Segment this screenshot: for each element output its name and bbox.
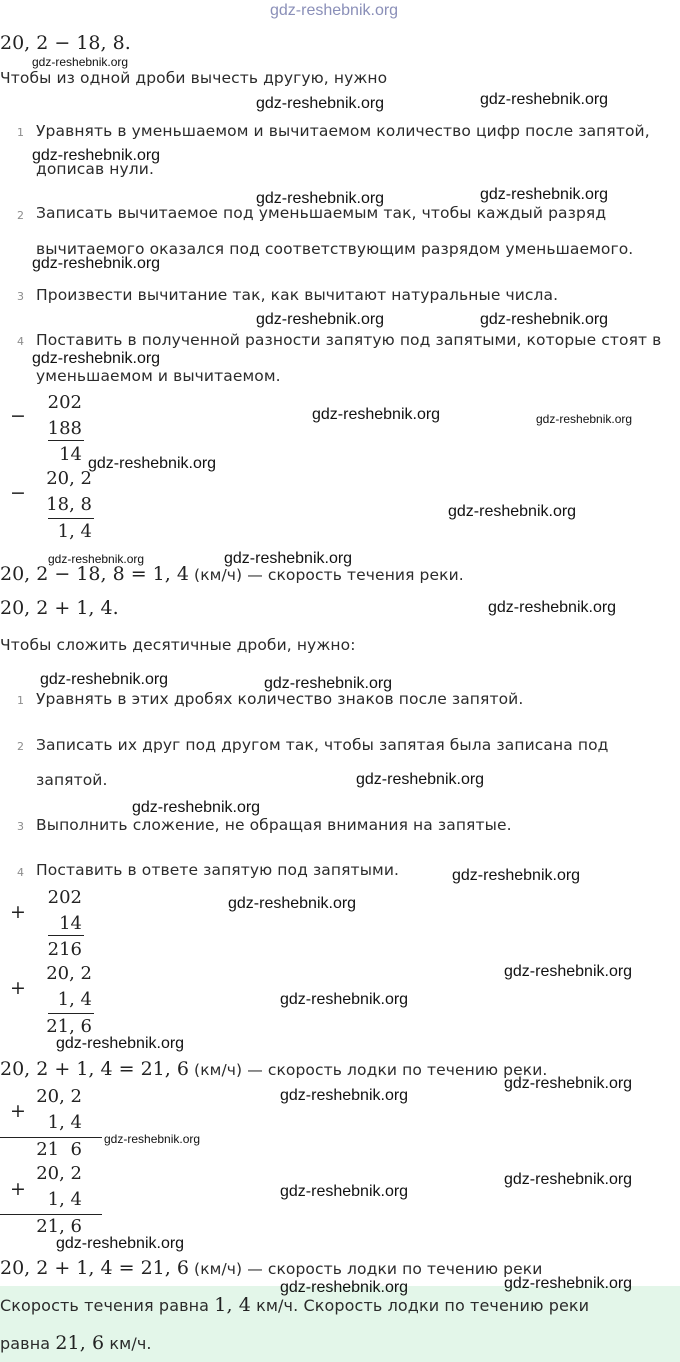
watermark: gdz-reshebnik.org bbox=[256, 311, 385, 328]
column-rule bbox=[0, 1137, 102, 1138]
step-number: 2 bbox=[17, 740, 24, 753]
answer-text: км/ч. bbox=[109, 1334, 152, 1353]
addend: 202 bbox=[47, 887, 82, 908]
minus-sign: − bbox=[10, 405, 26, 427]
watermark: gdz-reshebnik.org bbox=[256, 95, 385, 112]
subtraction-expression: 20, 2 − 18, 8. bbox=[0, 32, 131, 54]
step-number: 3 bbox=[17, 820, 24, 833]
addend: 20, 2 bbox=[36, 1086, 82, 1107]
watermark: gdz-reshebnik.org bbox=[504, 1275, 633, 1292]
watermark: gdz-reshebnik.org bbox=[32, 147, 161, 164]
sum: 21, 6 bbox=[36, 1216, 82, 1237]
addend: 14 bbox=[59, 913, 82, 934]
watermark: gdz-reshebnik.org bbox=[504, 1075, 633, 1092]
plus-sign: + bbox=[10, 977, 26, 999]
addend: 20, 2 bbox=[46, 963, 92, 984]
watermark: gdz-reshebnik.org bbox=[48, 552, 145, 566]
plus-sign: + bbox=[10, 1178, 26, 1200]
watermark: gdz-reshebnik.org bbox=[264, 675, 393, 692]
sum: 216 bbox=[47, 939, 82, 960]
addition-result-text: (км/ч) — скорость лодки по течению реки. bbox=[194, 1061, 548, 1079]
answer-value: 21, 6 bbox=[55, 1332, 105, 1354]
addition-result bbox=[0, 1058, 547, 1080]
subtraction-intro: Чтобы из одной дроби вычесть другую, нужно bbox=[0, 69, 388, 87]
watermark: gdz-reshebnik.org bbox=[536, 412, 633, 426]
step-text: Уравнять в уменьшаемом и вычитаемом количество цифр после запятой, bbox=[36, 122, 650, 140]
watermark: gdz-reshebnik.org bbox=[132, 799, 261, 816]
step-number: 1 bbox=[17, 694, 24, 707]
watermark: gdz-reshebnik.org bbox=[40, 671, 169, 688]
watermark: gdz-reshebnik.org bbox=[452, 867, 581, 884]
step-text: Записать вычитаемое под уменьшаемым так, чтобы каждый разряд bbox=[36, 204, 607, 222]
watermark: gdz-reshebnik.org bbox=[280, 991, 409, 1008]
plus-sign: + bbox=[10, 1100, 26, 1122]
watermark: gdz-reshebnik.org bbox=[356, 771, 485, 788]
step-number: 4 bbox=[17, 866, 24, 879]
minus-sign: − bbox=[10, 482, 26, 504]
answer-value: 1, 4 bbox=[214, 1294, 251, 1316]
subtrahend: 18, 8 bbox=[46, 494, 92, 515]
answer-text: равна bbox=[0, 1334, 51, 1353]
watermark: gdz-reshebnik.org bbox=[88, 455, 217, 472]
watermark: gdz-reshebnik.org bbox=[32, 255, 161, 272]
step-text: Поставить в полученной разности запятую под запятыми, которые стоят в bbox=[36, 331, 662, 349]
site-watermark-top: gdz-reshebnik.org bbox=[270, 2, 399, 19]
watermark: gdz-reshebnik.org bbox=[280, 1279, 409, 1296]
step-number: 4 bbox=[17, 335, 24, 348]
watermark: gdz-reshebnik.org bbox=[480, 311, 609, 328]
step-text-continued: вычитаемого оказался под соответствующим разрядом уменьшаемого. bbox=[36, 240, 634, 258]
subtraction-result-text: (км/ч) — скорость течения реки. bbox=[194, 566, 464, 584]
step-text-continued: дописав нули. bbox=[36, 160, 155, 178]
addition-result bbox=[0, 1257, 542, 1279]
addend: 1, 4 bbox=[47, 1189, 82, 1210]
step-text-continued: уменьшаемом и вычитаемом. bbox=[36, 367, 281, 385]
watermark: gdz-reshebnik.org bbox=[312, 406, 441, 423]
subtrahend: 188 bbox=[47, 418, 82, 439]
watermark: gdz-reshebnik.org bbox=[56, 1235, 185, 1252]
watermark: gdz-reshebnik.org bbox=[504, 963, 633, 980]
column-rule bbox=[48, 1013, 94, 1014]
minuend: 202 bbox=[47, 392, 82, 413]
watermark: gdz-reshebnik.org bbox=[256, 190, 385, 207]
subtraction-equation: 20, 2 − 18, 8 = 1, 4 bbox=[0, 563, 189, 585]
step-number: 1 bbox=[17, 126, 24, 139]
addend: 1, 4 bbox=[47, 1112, 82, 1133]
difference: 14 bbox=[59, 444, 82, 465]
step-text: Выполнить сложение, не обращая внимания на запятые. bbox=[36, 816, 512, 834]
watermark: gdz-reshebnik.org bbox=[488, 599, 617, 616]
answer-line-1 bbox=[0, 1294, 589, 1316]
step-number: 2 bbox=[17, 209, 24, 222]
sum: 21, 6 bbox=[46, 1016, 92, 1037]
addition-result-text: (км/ч) — скорость лодки по течению реки bbox=[194, 1260, 543, 1278]
watermark: gdz-reshebnik.org bbox=[280, 1183, 409, 1200]
addend: 1, 4 bbox=[57, 989, 92, 1010]
watermark: gdz-reshebnik.org bbox=[280, 1087, 409, 1104]
column-rule bbox=[48, 518, 94, 519]
step-text: Поставить в ответе запятую под запятыми. bbox=[36, 861, 400, 879]
difference: 1, 4 bbox=[57, 521, 92, 542]
addition-intro: Чтобы сложить десятичные дроби, нужно: bbox=[0, 636, 356, 654]
watermark: gdz-reshebnik.org bbox=[32, 55, 129, 69]
watermark: gdz-reshebnik.org bbox=[504, 1171, 633, 1188]
sum: 21 6 bbox=[36, 1139, 82, 1160]
plus-sign: + bbox=[10, 901, 26, 923]
step-text: Произвести вычитание так, как вычитают натуральные числа. bbox=[36, 286, 559, 304]
addition-equation: 20, 2 + 1, 4 = 21, 6 bbox=[0, 1257, 189, 1279]
watermark: gdz-reshebnik.org bbox=[224, 550, 353, 567]
watermark: gdz-reshebnik.org bbox=[228, 895, 357, 912]
addend: 20, 2 bbox=[36, 1163, 82, 1184]
column-rule bbox=[48, 935, 84, 936]
column-rule bbox=[0, 1214, 102, 1215]
step-text-continued: запятой. bbox=[36, 771, 108, 789]
step-text: Записать их друг под другом так, чтобы запятая была записана под bbox=[36, 736, 609, 754]
watermark: gdz-reshebnik.org bbox=[32, 350, 161, 367]
watermark: gdz-reshebnik.org bbox=[480, 186, 609, 203]
column-rule bbox=[48, 440, 84, 441]
answer-line-2 bbox=[0, 1332, 152, 1354]
watermark: gdz-reshebnik.org bbox=[56, 1035, 185, 1052]
answer-text: км/ч. Скорость лодки по течению реки bbox=[256, 1296, 590, 1315]
minuend: 20, 2 bbox=[46, 468, 92, 489]
addition-expression: 20, 2 + 1, 4. bbox=[0, 597, 119, 619]
watermark: gdz-reshebnik.org bbox=[448, 503, 577, 520]
answer-text: Скорость течения равна bbox=[0, 1296, 210, 1315]
step-number: 3 bbox=[17, 290, 24, 303]
watermark: gdz-reshebnik.org bbox=[480, 91, 609, 108]
watermark: gdz-reshebnik.org bbox=[104, 1132, 201, 1146]
step-text: Уравнять в этих дробях количество знаков после запятой. bbox=[36, 690, 524, 708]
addition-equation: 20, 2 + 1, 4 = 21, 6 bbox=[0, 1058, 189, 1080]
